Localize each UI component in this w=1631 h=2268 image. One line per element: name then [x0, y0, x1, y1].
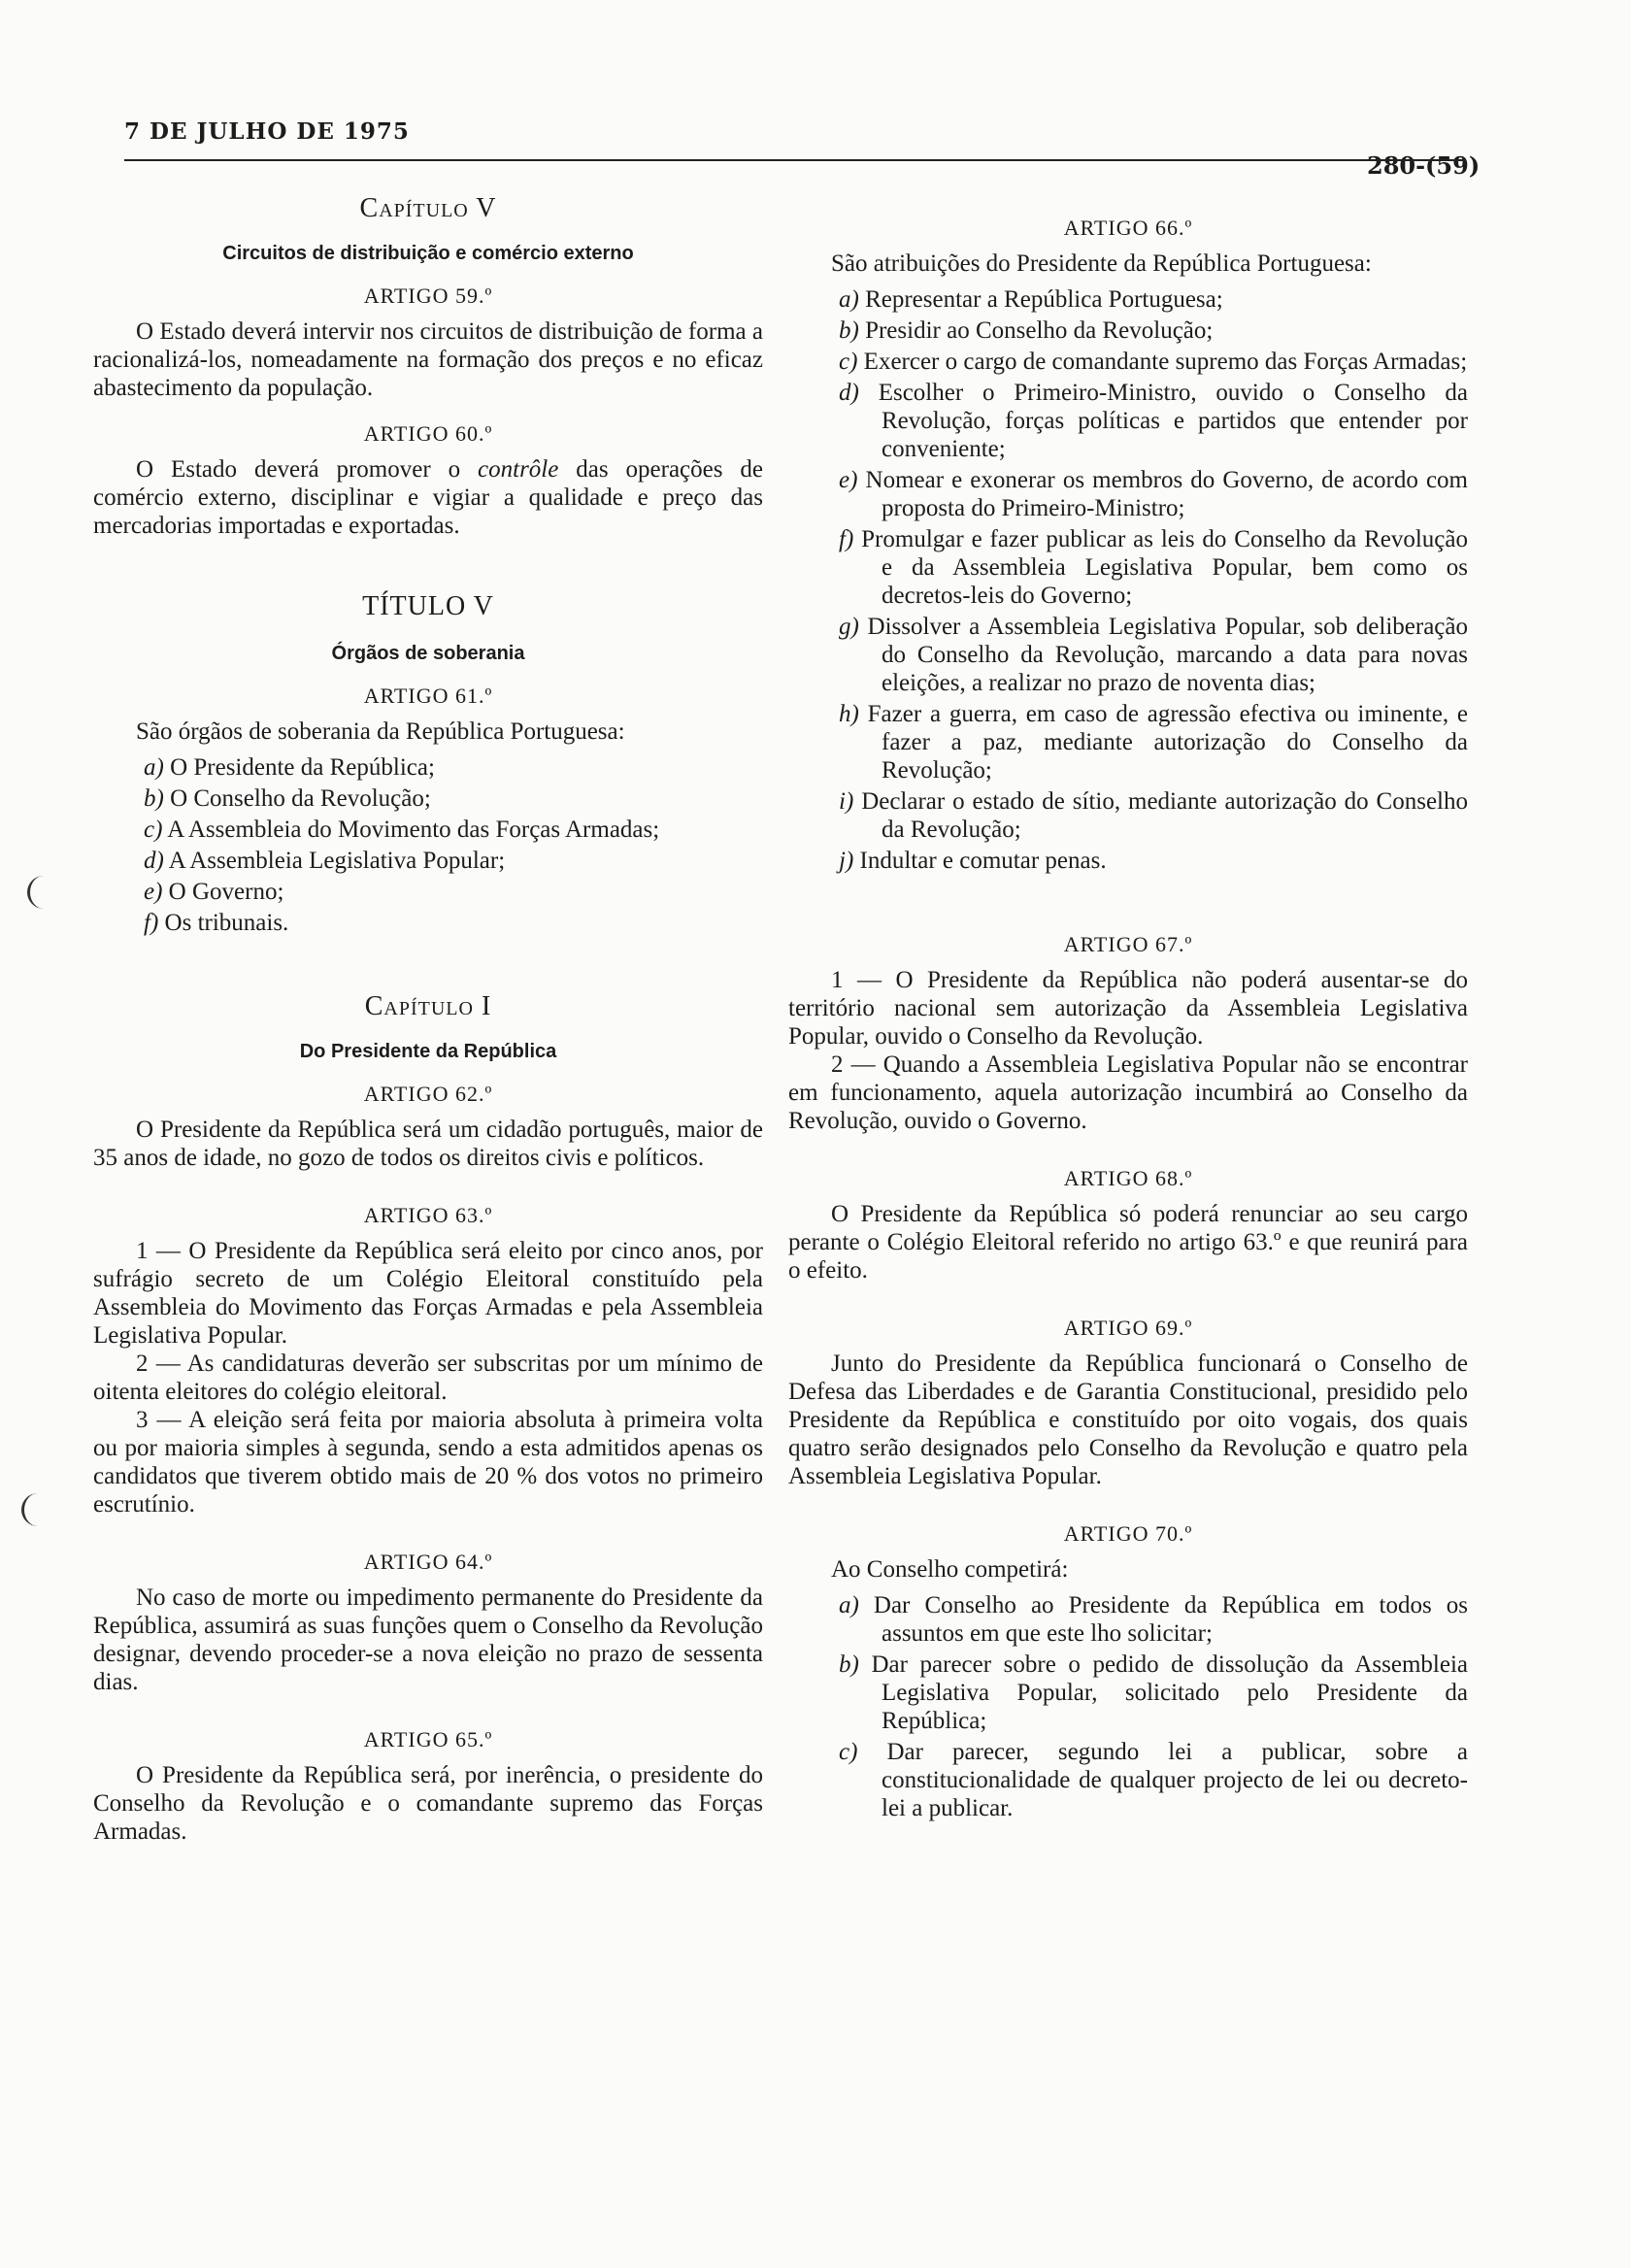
article-list	[788, 1591, 1468, 1822]
article-paragraph: 2 — As candidaturas deverão ser subscritas por um mínimo de oitenta eleitores do colégio eleitoral.	[93, 1351, 763, 1405]
article-intro: São órgãos de soberania da República Portuguesa:	[136, 718, 625, 745]
article-heading: ARTIGO 62.º	[363, 1082, 493, 1106]
list-item: j) Indultar e comutar penas.	[839, 848, 1107, 874]
article-heading: ARTIGO 68.º	[1063, 1166, 1193, 1190]
list-item: e) Nomear e exonerar os membros do Governo, de acordo com proposta do Primeiro-Ministro;	[839, 467, 1468, 521]
article-heading: ARTIGO 66.º	[1063, 216, 1193, 240]
list-item: i) Declarar o estado de sítio, mediante autorização do Conselho da Revolução;	[839, 788, 1468, 843]
list-item: h) Fazer a guerra, em caso de agressão efectiva ou iminente, e fazer a paz, mediante autorização do Conselho da Revolução;	[839, 701, 1468, 784]
article-heading: ARTIGO 61.º	[363, 684, 493, 708]
article-heading: ARTIGO 65.º	[363, 1727, 493, 1751]
list-item: f) Os tribunais.	[144, 910, 289, 936]
list-item: f) Promulgar e fazer publicar as leis do Conselho da Revolução e da Assembleia Legislativa Popular, bem como os decretos-leis do Governo;	[839, 526, 1468, 609]
article-heading: ARTIGO 69.º	[1063, 1316, 1193, 1340]
article-text: No caso de morte ou impedimento permanente do Presidente da República, assumirá as suas funções quem o Conselho da Revolução designar, devendo proceder-se a nova eleição no prazo de sessenta dias.	[93, 1584, 763, 1695]
list-item: d) A Assembleia Legislativa Popular;	[144, 848, 506, 874]
article-text: Junto do Presidente da República funcionará o Conselho de Defesa das Liberdades e de Garantia Constitucional, presidido pelo Presidente da República e constituído por oito vogais, dos quais quatro serão designados pelo Conselho da Revolução e quatro pela Assembleia Legislativa Popular.	[788, 1351, 1468, 1489]
article-heading: ARTIGO 67.º	[1063, 932, 1193, 956]
chapter-heading: Capítulo I	[364, 991, 492, 1021]
list-item: a) O Presidente da República;	[144, 754, 435, 781]
title-heading: TÍTULO V	[362, 591, 494, 621]
article-intro: Ao Conselho competirá:	[831, 1556, 1069, 1583]
chapter-title: Circuitos de distribuição e comércio externo	[222, 243, 634, 264]
header-date: 7 DE JULHO DE 1975	[124, 118, 410, 145]
list-item: b) O Conselho da Revolução;	[144, 785, 431, 812]
article-heading: ARTIGO 64.º	[363, 1550, 493, 1574]
list-item: a) Representar a República Portuguesa;	[839, 286, 1223, 313]
article-list	[788, 285, 1468, 875]
article-text: O Presidente da República só poderá renunciar ao seu cargo perante o Colégio Eleitoral referido no artigo 63.º e que reunirá para o efeito.	[788, 1201, 1468, 1284]
list-item: c) Exercer o cargo de comandante supremo das Forças Armadas;	[839, 349, 1468, 375]
list-item: c) Dar parecer, segundo lei a publicar, sobre a constitucionalidade de qualquer projecto de lei ou decreto-lei a publicar.	[839, 1739, 1468, 1821]
chapter-title: Do Presidente da República	[299, 1041, 557, 1062]
list-item: b) Dar parecer sobre o pedido de dissolução da Assembleia Legislativa Popular, solicitado pelo Presidente da República;	[839, 1651, 1468, 1734]
title-subheading: Órgãos de soberania	[331, 643, 525, 664]
article-paragraph: 1 — O Presidente da República será eleito por cinco anos, por sufrágio secreto de um Colégio Eleitoral constituído pela Assembleia do Movimento das Forças Armadas e pela Assembleia Legislativa Popular.	[93, 1238, 763, 1349]
page-number: 280-(59)	[1367, 151, 1481, 180]
list-item: d) Escolher o Primeiro-Ministro, ouvido o Conselho da Revolução, forças políticas e partidos que entender por conveniente;	[839, 380, 1469, 462]
article-text: O Presidente da República será, por inerência, o presidente do Conselho da Revolução e o comandante supremo das Forças Armadas.	[93, 1762, 763, 1845]
margin-mark	[27, 876, 44, 909]
article-text: O Estado deverá promover o contrôle das operações de comércio externo, disciplinar e vigiar a qualidade e preço das mercadorias importadas e exportadas.	[93, 456, 763, 539]
article-paragraph: 1 — O Presidente da República não poderá ausentar-se do território nacional sem autorização da Assembleia Legislativa Popular, ouvido o Conselho da Revolução.	[788, 967, 1468, 1050]
right-column	[788, 194, 1468, 1825]
article-heading: ARTIGO 63.º	[363, 1203, 493, 1227]
article-heading: ARTIGO 60.º	[363, 421, 493, 446]
list-item: a) Dar Conselho ao Presidente da República em todos os assuntos em que este lho solicitar;	[839, 1592, 1469, 1647]
article-paragraph: 3 — A eleição será feita por maioria absoluta à primeira volta ou por maioria simples à segunda, sendo a esta admitidos apenas os candidatos que tiverem obtido mais de 20 % dos votos no primeiro escrutínio.	[93, 1407, 763, 1518]
margin-mark	[21, 1493, 38, 1526]
list-item: e) O Governo;	[144, 879, 284, 905]
article-text: O Estado deverá intervir nos circuitos de distribuição de forma a racionalizá-los, nomeadamente na formação dos preços e no eficaz abastecimento da população.	[93, 318, 763, 401]
chapter-heading: Capítulo V	[359, 193, 497, 223]
list-item: b) Presidir ao Conselho da Revolução;	[839, 317, 1214, 344]
article-text: O Presidente da República será um cidadão português, maior de 35 anos de idade, no gozo de todos os direitos civis e políticos.	[93, 1117, 763, 1171]
list-item: g) Dissolver a Assembleia Legislativa Popular, sob deliberação do Conselho da Revolução, marcando a data para novas eleições, a realizar no prazo de noventa dias;	[839, 614, 1469, 696]
article-list	[93, 753, 763, 937]
list-item: c) A Assembleia do Movimento das Forças Armadas;	[144, 817, 660, 843]
article-heading: ARTIGO 70.º	[1063, 1521, 1193, 1546]
header-rule	[124, 159, 1466, 161]
article-paragraph: 2 — Quando a Assembleia Legislativa Popular não se encontrar em funcionamento, aquela autorização incumbirá ao Conselho da Revolução, ouvido o Governo.	[788, 1051, 1468, 1134]
article-intro: São atribuições do Presidente da República Portuguesa:	[831, 250, 1372, 277]
left-column	[93, 194, 763, 1846]
article-heading: ARTIGO 59.º	[363, 284, 493, 308]
